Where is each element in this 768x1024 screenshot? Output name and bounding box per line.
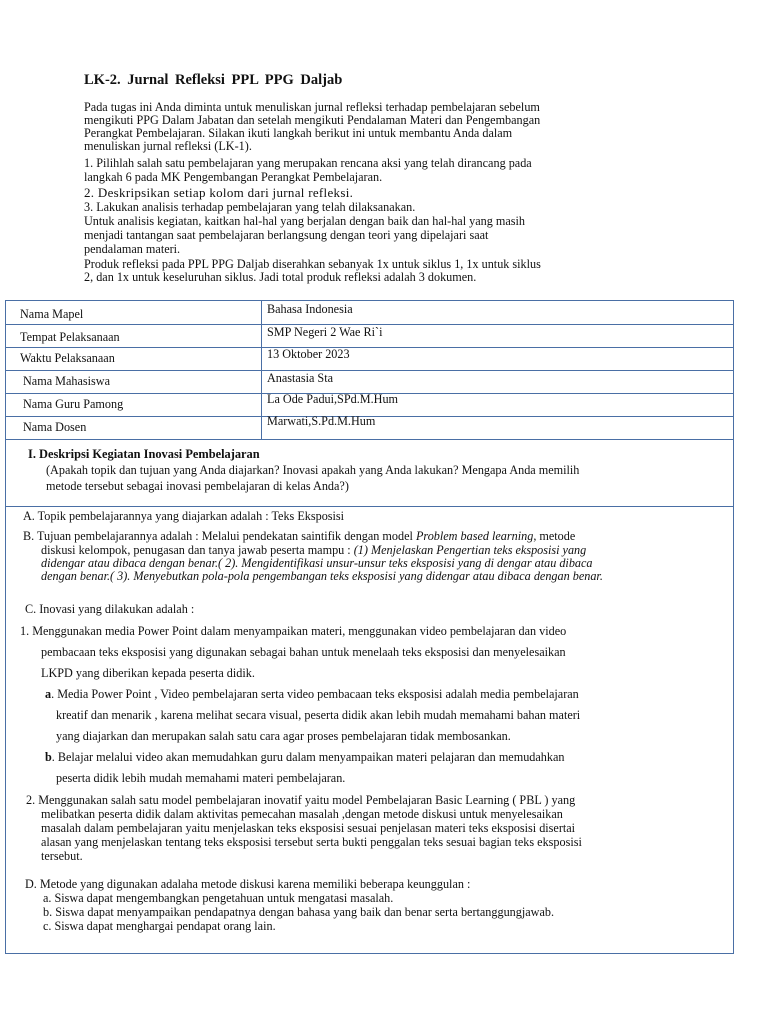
innovation-item: alasan yang menjelaskan tentang teks eksposisi tersebut serta bukti penggalan teks sesuai bagian teks eksposisi [41,835,582,849]
innovation-subitem [45,687,579,702]
section-question: (Apakah topik dan tujuan yang Anda diajarkan? Inovasi apakah yang Anda lakukan? Mengapa Anda memilih [46,463,580,477]
info-label-tempat: Tempat Pelaksanaan [20,330,120,344]
intro-line: menjadi tantangan saat pembelajaran berlangsung dengan teori yang dipelajari saat [84,228,489,242]
row-divider [6,370,733,371]
innovation-subitem: yang diajarkan dan merupakan salah satu cara agar proses pembelajaran tidak membosankan. [56,729,511,743]
method-advantage: b. Siswa dapat menyampaikan pendapatnya dengan bahasa yang baik dan benar serta bertanggungjawab. [43,905,555,919]
intro-line: Untuk analisis kegiatan, kaitkan hal-hal yang berjalan dengan baik dan hal-hal yang masih [84,214,525,228]
info-value-dosen: Marwati,S.Pd.M.Hum [267,414,376,428]
intro-step: 3. Lakukan analisis terhadap pembelajaran yang telah dilaksanakan. [84,200,416,214]
page-title: LK-2. Jurnal Refleksi PPL PPG Daljab [84,72,343,88]
row-divider [6,347,733,348]
innovation-item: tersebut. [41,849,83,863]
info-label-mahasiswa: Nama Mahasiswa [23,374,110,388]
innovation-item: LKPD yang diberikan kepada peserta didik. [41,666,255,680]
method-advantage: c. Siswa dapat menghargai pendapat orang lain. [43,919,276,933]
objective-text: , metode [533,529,576,543]
info-value-waktu: 13 Oktober 2023 [267,347,350,361]
subitem-label: b [45,750,52,764]
innovation-item: 1. Menggunakan media Power Point dalam menyampaikan materi, menggunakan video pembelajaran dan video [20,624,567,638]
subitem-label: a [45,687,52,701]
subitem-text: . Media Power Point , Video pembelajaran serta video pembacaan teks eksposisi adalah media pembelajaran [51,687,579,701]
topic-line: A. Topik pembelajarannya yang diajarkan adalah : Teks Eksposisi [23,509,345,523]
objective-text-italic: (1) Menjelaskan Pengertian teks eksposisi yang [353,543,587,557]
innovation-item: pembacaan teks eksposisi yang digunakan sebagai bahan untuk menelaah teks eksposisi dan menyelesaikan [41,645,566,659]
objective-line: didengar atau dibaca dengan benar.( 2). Mengidentifikasi unsur-unsur teks eksposisi yang di dengar atau dibaca [41,556,593,570]
method-title: D. Metode yang digunakan adalaha metode diskusi karena memiliki beberapa keunggulan : [25,877,471,891]
intro-line: Produk refleksi pada PPL PPG Daljab diserahkan sebanyak 1x untuk siklus 1, 1x untuk siklus [84,257,541,271]
intro-line: mengikuti PPG Dalam Jabatan dan setelah mengikuti Pendalaman Materi dan Pengembangan [84,113,541,127]
intro-line: 2, dan 1x untuk keseluruhan siklus. Jadi total produk refleksi adalah 3 dokumen. [84,270,477,284]
info-label-waktu: Waktu Pelaksanaan [20,351,115,365]
intro-line: Perangkat Pembelajaran. Silakan ikuti langkah berikut ini untuk membantu Anda dalam [84,126,513,140]
reflection-table [5,300,734,954]
info-label-dosen: Nama Dosen [23,420,87,434]
method-advantage: a. Siswa dapat mengembangkan pengetahuan untuk mengatasi masalah. [43,891,394,905]
intro-step: 2. Deskripsikan setiap kolom dari jurnal refleksi. [84,185,354,200]
info-label-mapel: Nama Mapel [20,307,84,321]
section-title: I. Deskripsi Kegiatan Inovasi Pembelajaran [28,447,260,461]
info-value-guru-pamong: La Ode Padui,SPd.M.Hum [267,392,399,406]
innovation-item: 2. Menggunakan salah satu model pembelajaran inovatif yaitu model Pembelajaran Basic Learning ( PBL ) yang [26,793,576,807]
info-label-guru-pamong: Nama Guru Pamong [23,397,124,411]
info-value-mapel: Bahasa Indonesia [267,302,353,316]
intro-line: menuliskan jurnal refleksi (LK-1). [84,139,252,153]
intro-step: 1. Pilihlah salah satu pembelajaran yang merupakan rencana aksi yang telah dirancang pada [84,156,532,170]
model-name: Problem based learning [415,529,534,543]
info-value-mahasiswa: Anastasia Sta [267,371,334,385]
innovation-title: C. Inovasi yang dilakukan adalah : [25,602,195,616]
innovation-item: melibatkan peserta didik dalam aktivitas pemecahan masalah ,dengan metode diskusi untuk menyelesaikan [41,807,563,821]
intro-instructions [84,100,724,284]
objective-line [23,529,575,544]
innovation-subitem [45,750,564,765]
intro-step: langkah 6 pada MK Pengembangan Perangkat Pembelajaran. [84,170,383,184]
intro-line: Pada tugas ini Anda diminta untuk menuliskan jurnal refleksi terhadap pembelajaran sebelum [84,100,540,114]
objective-text: B. Tujuan pembelajarannya adalah : Melalui pendekatan saintifik dengan model [23,529,416,543]
innovation-subitem: kreatif dan menarik , karena melihat secara visual, peserta didik akan lebih mudah memahami bahan materi [56,708,581,722]
objective-text: diskusi kelompok, penugasan dan tanya jawab peserta mampu : [41,543,354,557]
objective-line: dengan benar.( 3). Menyebutkan pola-pola pengembangan teks eksposisi yang didengar atau dibaca dengan benar. [41,569,603,583]
row-divider [6,439,733,440]
section-question: metode tersebut sebagai inovasi pembelajaran di kelas Anda?) [46,479,349,493]
row-divider [6,506,733,507]
innovation-subitem: peserta didik lebih mudah memahami materi pembelajaran. [56,771,346,785]
intro-line: pendalaman materi. [84,242,181,256]
subitem-text: . Belajar melalui video akan memudahkan guru dalam menyampaikan materi pelajaran dan memudahkan [51,750,565,764]
info-value-tempat: SMP Negeri 2 Wae Ri`i [267,325,383,339]
innovation-item: masalah dalam pembelajaran yaitu menjelaskan teks eksposisi sesuai penjelasan materi teks eksposisi disertai [41,821,576,835]
